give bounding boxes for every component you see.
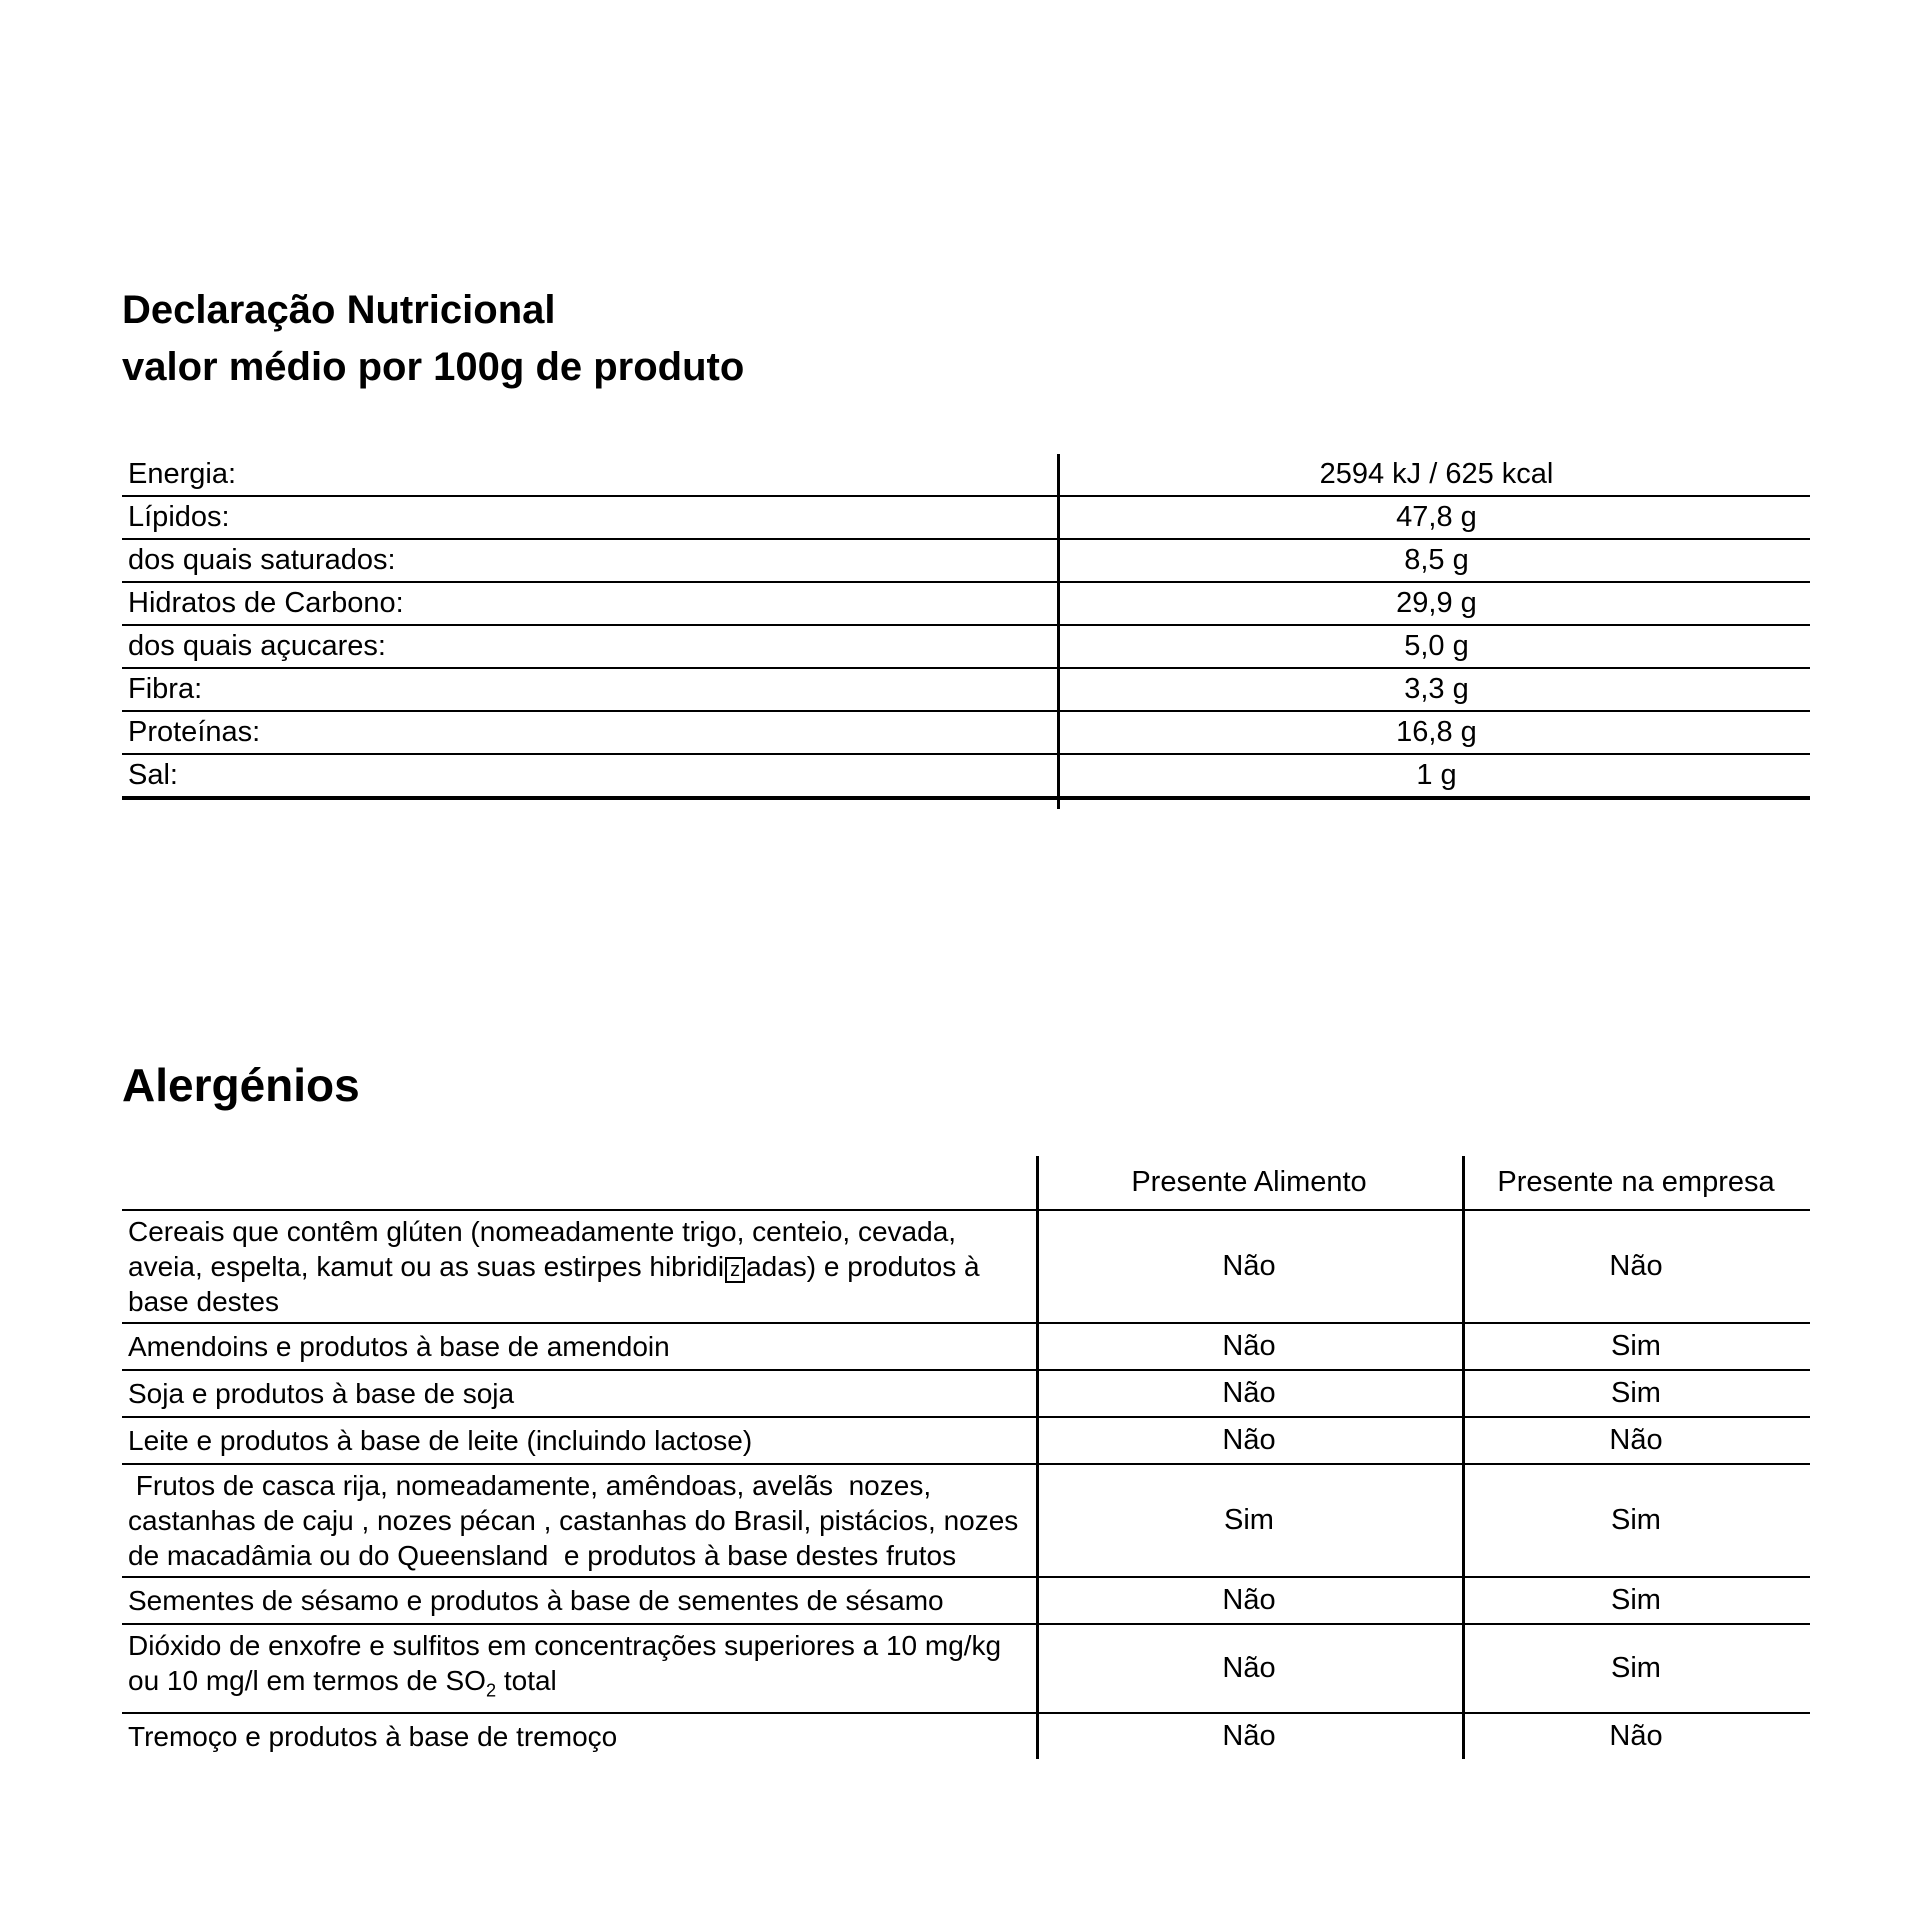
nutrient-value: 2594 kJ / 625 kcal — [1319, 458, 1554, 490]
page-title — [122, 282, 1810, 396]
allergen-label-text: Sementes de sésamo e produtos à base de sementes de sésamo — [128, 1585, 944, 1616]
nutrient-label: Sal: — [128, 759, 178, 791]
allergens-table-header-row — [122, 1156, 1810, 1211]
allergen-label — [122, 1326, 1036, 1367]
present-food-value: Não — [1222, 1330, 1276, 1362]
present-food-value: Não — [1222, 1424, 1276, 1456]
present-company-value: Não — [1609, 1250, 1663, 1282]
present-company-value: Sim — [1611, 1651, 1661, 1684]
nutrient-value: 8,5 g — [1404, 544, 1469, 576]
nutrient-label: Proteínas: — [128, 716, 261, 748]
nutrient-value: 1 g — [1416, 759, 1457, 791]
allergen-row — [122, 1418, 1810, 1465]
nutrition-row — [122, 583, 1810, 626]
nutrient-value: 3,3 g — [1404, 673, 1469, 705]
nutrition-row — [122, 669, 1810, 712]
allergen-label — [122, 1716, 1036, 1757]
nutrition-row — [122, 540, 1810, 583]
nutrition-row — [122, 454, 1810, 497]
present-company-value: Não — [1609, 1424, 1663, 1456]
nutrition-row — [122, 497, 1810, 540]
allergen-row — [122, 1211, 1810, 1324]
nutrition-row — [122, 712, 1810, 755]
nutrition-table — [122, 454, 1810, 800]
allergen-row — [122, 1578, 1810, 1625]
nutrient-label: dos quais saturados: — [128, 544, 396, 576]
allergens-table-divider-1 — [1036, 1156, 1039, 1759]
allergen-label — [122, 1580, 1036, 1621]
subscript-text: 2 — [485, 1680, 497, 1701]
nutrient-label: Lípidos: — [128, 501, 230, 533]
present-food-value: Não — [1222, 1250, 1276, 1282]
allergen-label-text: Frutos de casca rija, nomeadamente, amêndoas, avelãs nozes, castanhas de caju , nozes pécan , castanhas do Brasil, pistácios, nozes de macadâmia ou do Queensland e produtos à base destes frutos — [128, 1470, 1027, 1571]
allergen-label — [122, 1420, 1036, 1461]
allergens-heading: Alergénios — [122, 1059, 360, 1111]
present-food-value: Sim — [1224, 1504, 1274, 1536]
present-company-value: Não — [1609, 1719, 1663, 1752]
allergen-label-text: Cereais que contêm glúten (nomeadamente trigo, centeio, cevada, aveia, espelta, kamut ou as suas estirpes hibridi — [128, 1216, 964, 1282]
allergen-label-text: total — [496, 1665, 557, 1696]
allergen-label-text: adas) e produtos à base destes — [128, 1251, 988, 1317]
allergen-name-column-header — [122, 1180, 1036, 1186]
allergen-row — [122, 1324, 1810, 1371]
nutrition-table-body — [122, 454, 1810, 800]
allergen-row — [122, 1714, 1810, 1759]
allergen-row — [122, 1625, 1810, 1714]
nutrient-label: dos quais açucares: — [128, 630, 386, 662]
allergen-label-text: Amendoins e produtos à base de amendoin — [128, 1331, 670, 1362]
allergens-table-divider-2 — [1462, 1156, 1465, 1759]
nutrient-value: 29,9 g — [1396, 587, 1477, 619]
nutrient-value: 5,0 g — [1404, 630, 1469, 662]
title-line-2: valor médio por 100g de produto — [122, 345, 745, 389]
present-food-value: Não — [1222, 1584, 1276, 1616]
present-company-value: Sim — [1611, 1504, 1661, 1536]
nutrition-table-column-divider — [1057, 454, 1060, 809]
allergen-label — [122, 1465, 1036, 1576]
title-line-1: Declaração Nutricional — [122, 288, 556, 332]
nutrition-row — [122, 755, 1810, 800]
allergen-label-text: Soja e produtos à base de soja — [128, 1378, 515, 1409]
allergen-label-text: Leite e produtos à base de leite (incluindo lactose) — [128, 1425, 753, 1456]
allergen-label — [122, 1625, 1036, 1712]
present-food-value: Não — [1222, 1719, 1276, 1752]
present-company-value: Sim — [1611, 1584, 1661, 1616]
allergen-row — [122, 1371, 1810, 1418]
nutrient-label: Hidratos de Carbono: — [128, 587, 404, 619]
allergen-label-text: Dióxido de enxofre e sulfitos em concentrações superiores a 10 mg/kg ou 10 mg/l em termos de SO — [128, 1630, 1009, 1696]
allergen-row — [122, 1465, 1810, 1578]
nutrient-label: Energia: — [128, 458, 237, 490]
present-food-value: Não — [1222, 1651, 1276, 1684]
present-company-value: Sim — [1611, 1377, 1661, 1409]
allergen-label — [122, 1373, 1036, 1414]
missing-glyph-box: z — [725, 1257, 745, 1283]
nutrient-value: 47,8 g — [1396, 501, 1477, 533]
allergens-table-body — [122, 1211, 1810, 1759]
present-food-value: Não — [1222, 1377, 1276, 1409]
present-company-column-header: Presente na empresa — [1497, 1166, 1775, 1198]
allergen-label-text: Tremoço e produtos à base de tremoço — [128, 1720, 618, 1752]
present-food-column-header: Presente Alimento — [1131, 1166, 1367, 1198]
allergens-table — [122, 1156, 1810, 1759]
present-company-value: Sim — [1611, 1330, 1661, 1362]
page-content — [122, 282, 1810, 1759]
nutrition-row — [122, 626, 1810, 669]
allergen-label — [122, 1211, 1036, 1322]
nutrient-label: Fibra: — [128, 673, 203, 705]
nutrient-value: 16,8 g — [1396, 716, 1477, 748]
